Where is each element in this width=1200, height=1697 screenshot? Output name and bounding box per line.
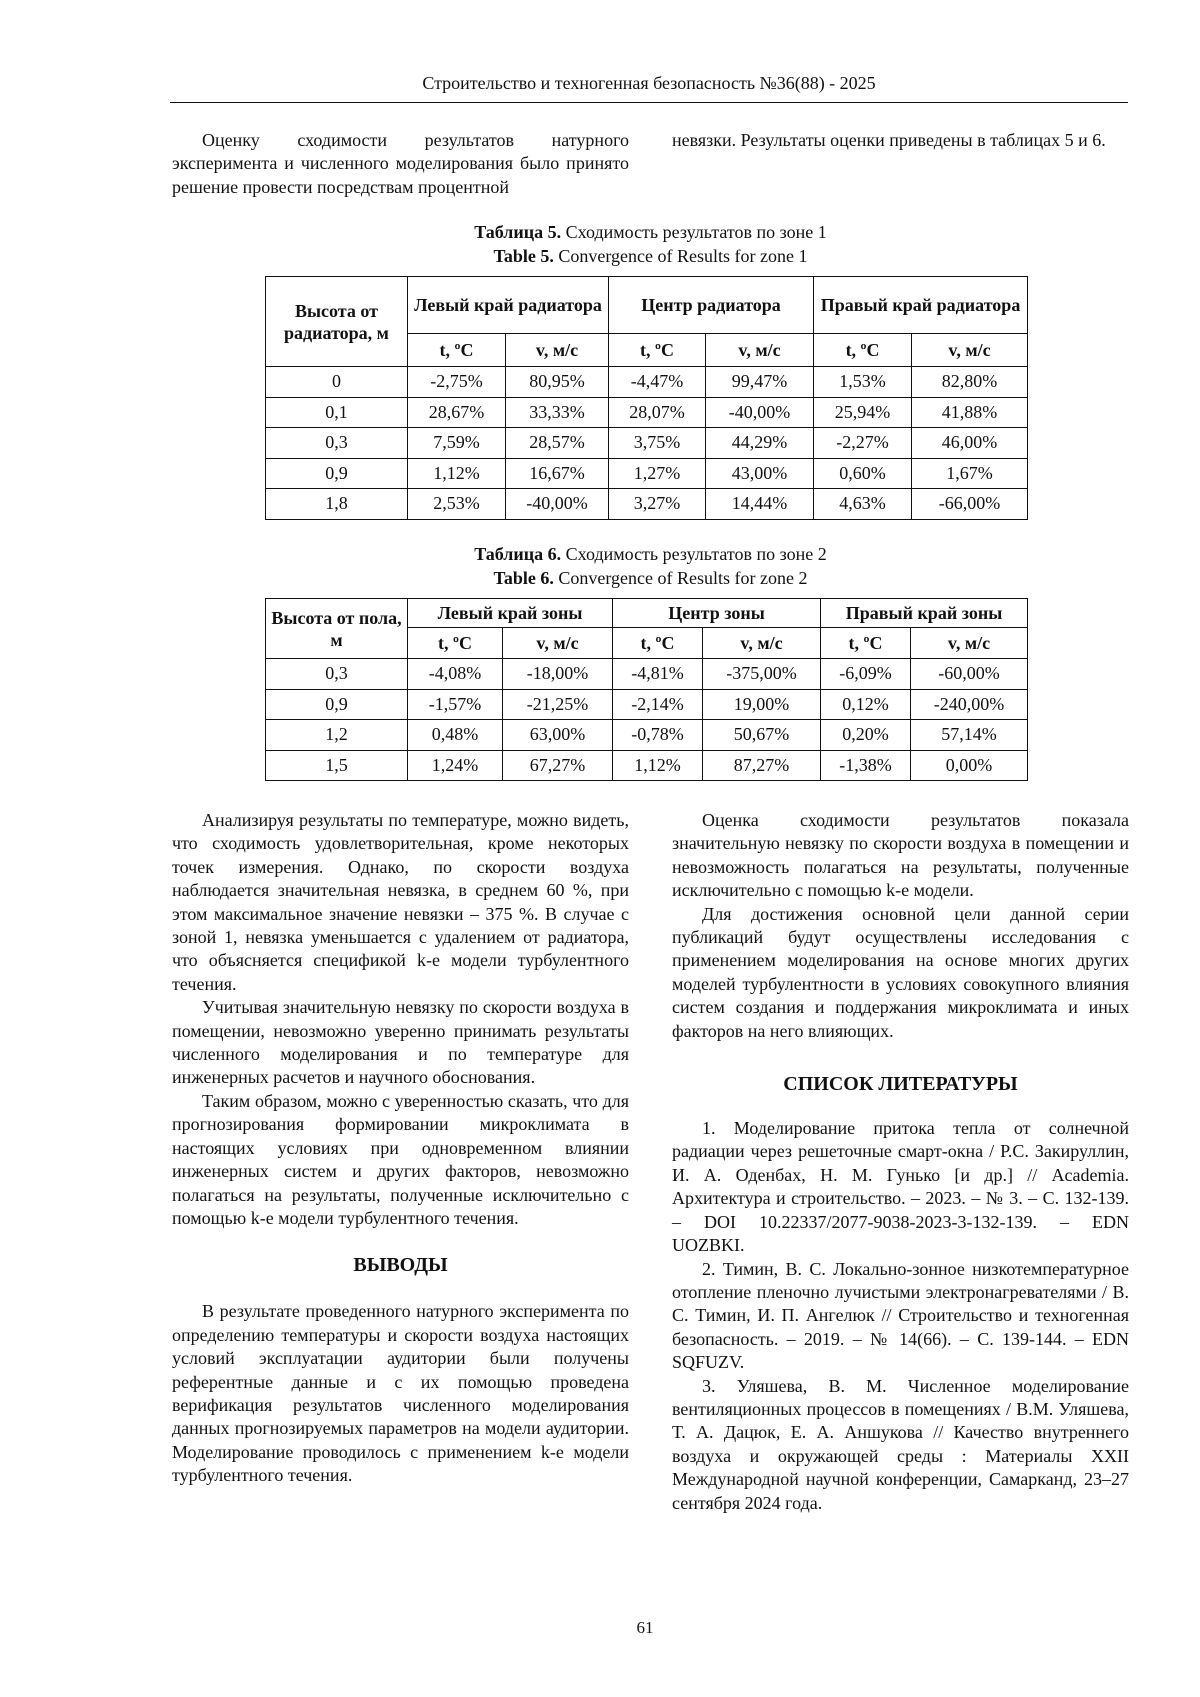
- table6-row: [266, 659, 1028, 690]
- body-paragraph: Для достижения основной цели данной серии публикаций будут осуществлены исследования с применением моделирования на основе многих других моделей турбулентности в условиях совокупного влияния систем создания и поддержания микроклимата и иных факторов на него влияющих.: [672, 903, 1129, 1041]
- table6-group-header: Правый край зоны: [821, 599, 1028, 628]
- table6-cell: 19,00%: [703, 689, 821, 720]
- reference-list: [672, 1117, 1129, 1515]
- table6-cell: -21,25%: [503, 689, 613, 720]
- table5-cell: 7,59%: [408, 428, 506, 459]
- table5-cell: 1,8: [266, 489, 408, 520]
- table5-caption-en-label: Table 5.: [493, 246, 554, 266]
- table5-cell: 0,9: [266, 458, 408, 489]
- header-rule: [170, 102, 1128, 103]
- body-paragraph: Оценка сходимости результатов показала значительную невязку по скорости воздуха в помещении и невозможность полагаться на результаты, полученные исключительно с помощью k-e модели.: [672, 810, 1129, 901]
- table6-cell: 1,24%: [408, 750, 503, 781]
- table5-cell: 4,63%: [814, 489, 912, 520]
- table5-cell: 99,47%: [706, 367, 814, 398]
- table5-cell: 0,1: [266, 397, 408, 428]
- table6-cell: -4,81%: [613, 659, 703, 690]
- table5-cell: -4,47%: [609, 367, 706, 398]
- running-header: Строительство и техногенная безопасность №36(88) - 2025: [422, 73, 876, 93]
- conclusions-paragraph: В результате проведенного натурного эксперимента по определению температуры и скорости воздуха настоящих условий эксплуатации аудитории были получены референтные данные и с их помощью проведена верификация результатов численного моделирования данных прогнозируемых параметров на модели аудитории. Моделирование проводилось с применением k-e модели турбулентного течения.: [172, 1301, 629, 1486]
- table6-cell: -4,08%: [408, 659, 503, 690]
- table6-caption-ru: [172, 543, 1129, 567]
- table5-cell: 2,53%: [408, 489, 506, 520]
- table5-subheader: v, м/с: [706, 334, 814, 367]
- table5-cell: 1,53%: [814, 367, 912, 398]
- table5-cell: 25,94%: [814, 397, 912, 428]
- table6-caption-en: [172, 567, 1129, 591]
- table5-subheader: t, ºC: [408, 334, 506, 367]
- table6-cell: 1,2: [266, 720, 408, 751]
- table6-cell: 63,00%: [503, 720, 613, 751]
- table6-cell: 87,27%: [703, 750, 821, 781]
- table6-cell: -6,09%: [821, 659, 911, 690]
- table5: [265, 276, 1028, 520]
- discussion-right-column: [672, 809, 1129, 1515]
- table5-cell: 33,33%: [506, 397, 609, 428]
- table6-cell: 0,48%: [408, 720, 503, 751]
- table6: [265, 598, 1028, 781]
- table6-cell: -240,00%: [911, 689, 1028, 720]
- table5-cell: -40,00%: [506, 489, 609, 520]
- table6-group-header: Левый край зоны: [408, 599, 613, 628]
- discussion-left-column: [172, 809, 629, 1488]
- table5-cell: -40,00%: [706, 397, 814, 428]
- table6-cell: 67,27%: [503, 750, 613, 781]
- table5-cell: 0: [266, 367, 408, 398]
- reference-item: 2. Тимин, В. С. Локально-зонное низкотемпературное отопление пленочно лучистыми электронагревателями / В. С. Тимин, И. П. Ангелюк // Строительство и техногенная безопасность. – 2019. – № 14(66). – С. 139-144. – EDN SQFUZV.: [672, 1258, 1129, 1373]
- table6-cell: -375,00%: [703, 659, 821, 690]
- table6-cell: -18,00%: [503, 659, 613, 690]
- table5-row: [266, 397, 1028, 428]
- table5-subheader: v, м/с: [912, 334, 1028, 367]
- table6-cell: 0,00%: [911, 750, 1028, 781]
- table5-cell: 3,27%: [609, 489, 706, 520]
- intro-paragraph-continued: невязки. Результаты оценки приведены в таблицах 5 и 6.: [672, 130, 1106, 150]
- table5-cell: 44,29%: [706, 428, 814, 459]
- table5-cell: 14,44%: [706, 489, 814, 520]
- table6-row: [266, 720, 1028, 751]
- intro-left-column: [172, 129, 629, 199]
- table6-caption-ru-label: Таблица 6.: [474, 544, 562, 564]
- table5-caption-en-text: Convergence of Results for zone 1: [553, 246, 808, 266]
- table5-cell: -2,75%: [408, 367, 506, 398]
- table5-cell: 46,00%: [912, 428, 1028, 459]
- table5-group-header: Левый край радиатора: [408, 277, 609, 334]
- table5-cell: 28,07%: [609, 397, 706, 428]
- table5-cell: -66,00%: [912, 489, 1028, 520]
- table5-cell: 1,27%: [609, 458, 706, 489]
- table6-cell: -2,14%: [613, 689, 703, 720]
- body-paragraph: Таким образом, можно с уверенностью сказать, что для прогнозирования формировании микроклимата в настоящих условиях при одновременном влиянии инженерных систем и других факторов, невозможно полагаться на результаты, полученные исключительно с помощью k-e модели турбулентного течения.: [172, 1090, 629, 1228]
- body-paragraph: Анализируя результаты по температуре, можно видеть, что сходимость удовлетворительная, кроме некоторых точек измерения. Однако, по скорости воздуха наблюдается значительная невязка, в среднем 60 %, при этом максимальное значение невязки – 375 %. В случае с зоной 1, невязка уменьшается с удалением от радиатора, что объясняется спецификой k-e модели турбулентного течения.: [172, 810, 629, 994]
- table6-cell: -60,00%: [911, 659, 1028, 690]
- reference-item: 1. Моделирование притока тепла от солнечной радиации через решеточные смарт-окна / Р.С. Закируллин, И. А. Оденбах, Н. М. Гунько [и др.] // Academia. Архитектура и строительство. – 2023. – № 3. – С. 132-139. – DOI 10.22337/2077-9038-2023-3-132-139. – EDN UOZBKI.: [672, 1118, 1129, 1256]
- table6-cell: 57,14%: [911, 720, 1028, 751]
- table5-row: [266, 428, 1028, 459]
- table5-cell: 82,80%: [912, 367, 1028, 398]
- table5-subheader: t, ºC: [609, 334, 706, 367]
- references-heading: СПИСОК ЛИТЕРАТУРЫ: [783, 1073, 1018, 1096]
- table6-cell: -1,38%: [821, 750, 911, 781]
- table6-caption-en-text: Convergence of Results for zone 2: [553, 568, 808, 588]
- table5-subheader: t, ºC: [814, 334, 912, 367]
- table6-caption-en-label: Table 6.: [493, 568, 554, 588]
- intro-right-column: [672, 129, 1129, 152]
- table5-row: [266, 367, 1028, 398]
- table6-subheader: t, ºC: [821, 628, 911, 659]
- table5-cell: 3,75%: [609, 428, 706, 459]
- table5-cell: 28,57%: [506, 428, 609, 459]
- table6-subheader: v, м/с: [703, 628, 821, 659]
- table5-cell: 1,67%: [912, 458, 1028, 489]
- reference-item: 3. Уляшева, В. М. Численное моделирование вентиляционных процессов в помещениях / В.М. Уляшева, Т. А. Дацюк, Е. А. Аншукова // Качество внутреннего воздуха и окружающей среды : Материалы XXII Международной научной конференции, Самарканд, 23–27 сентября 2024 года.: [672, 1375, 1129, 1513]
- table6-cell: 0,9: [266, 689, 408, 720]
- table6-caption-ru-text: Сходимость результатов по зоне 2: [561, 544, 827, 564]
- table6-cell: -1,57%: [408, 689, 503, 720]
- table6-group-header: Центр зоны: [613, 599, 821, 628]
- table5-cell: 28,67%: [408, 397, 506, 428]
- table5-caption-ru-label: Таблица 5.: [474, 222, 562, 242]
- table5-row: [266, 489, 1028, 520]
- table5-group-header: Центр радиатора: [609, 277, 814, 334]
- table6-subheader: v, м/с: [503, 628, 613, 659]
- page-number: 61: [636, 1618, 654, 1637]
- table6-cell: 0,20%: [821, 720, 911, 751]
- table6-cell: 0,12%: [821, 689, 911, 720]
- conclusions-heading: ВЫВОДЫ: [353, 1254, 448, 1277]
- table6-row: [266, 689, 1028, 720]
- table5-cell: 0,3: [266, 428, 408, 459]
- table6-cell: 1,12%: [613, 750, 703, 781]
- table6-subheader: v, м/с: [911, 628, 1028, 659]
- table5-caption-ru-text: Сходимость результатов по зоне 1: [561, 222, 827, 242]
- table5-subheader: v, м/с: [506, 334, 609, 367]
- table6-subheader: t, ºC: [408, 628, 503, 659]
- table5-cell: -2,27%: [814, 428, 912, 459]
- table5-cell: 43,00%: [706, 458, 814, 489]
- table6-subheader: t, ºC: [613, 628, 703, 659]
- table6-cell: 50,67%: [703, 720, 821, 751]
- table6-row-header: Высота от пола, м: [266, 599, 408, 659]
- table6-cell: -0,78%: [613, 720, 703, 751]
- table5-cell: 16,67%: [506, 458, 609, 489]
- table5-caption-ru: [172, 221, 1129, 245]
- table5-row-header: Высота от радиатора, м: [266, 277, 408, 367]
- table5-caption-en: [172, 245, 1129, 269]
- table6-row: [266, 750, 1028, 781]
- table5-cell: 0,60%: [814, 458, 912, 489]
- table5-group-header: Правый край радиатора: [814, 277, 1028, 334]
- table5-cell: 1,12%: [408, 458, 506, 489]
- table6-cell: 0,3: [266, 659, 408, 690]
- intro-paragraph: Оценку сходимости результатов натурного эксперимента и численного моделирования было принято решение провести посредствам процентной: [172, 130, 629, 197]
- table5-cell: 41,88%: [912, 397, 1028, 428]
- table5-cell: 80,95%: [506, 367, 609, 398]
- table6-cell: 1,5: [266, 750, 408, 781]
- table5-row: [266, 458, 1028, 489]
- body-paragraph: Учитывая значительную невязку по скорости воздуха в помещении, невозможно уверенно принимать результаты численного моделирования и по температуре для инженерных расчетов и научного обоснования.: [172, 997, 629, 1088]
